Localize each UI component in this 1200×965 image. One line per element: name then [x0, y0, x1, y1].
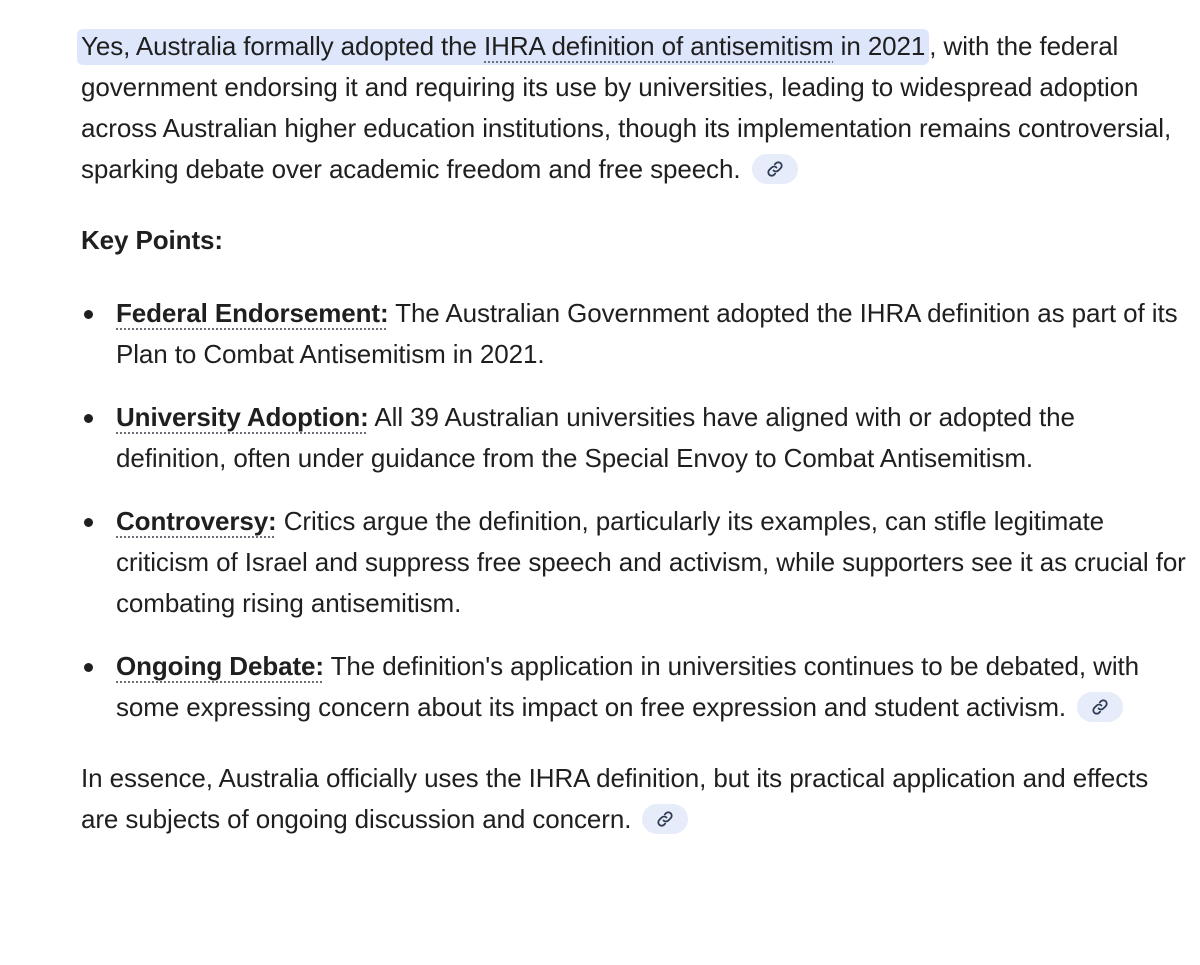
bullet-icon: [84, 518, 93, 527]
bullet-icon: [84, 663, 93, 672]
list-item: [81, 397, 1186, 479]
response-content: [81, 26, 1186, 840]
point-term[interactable]: Federal Endorsement:: [116, 298, 389, 328]
point-text: The definition's application in universities continues to be debated, with some expressing concern about its impact on free expression and student activism.: [116, 651, 1139, 722]
point-text: Critics argue the definition, particularly its examples, can stifle legitimate criticism of Israel and suppress free speech and activism, while supporters see it as crucial for combating rising antisemitism.: [116, 506, 1186, 618]
ihra-definition-term[interactable]: IHRA definition of antisemitism: [484, 31, 834, 61]
point-term[interactable]: University Adoption:: [116, 402, 369, 432]
source-link-chip[interactable]: [1077, 692, 1123, 722]
bullet-icon: [84, 310, 93, 319]
list-item: [81, 646, 1186, 728]
point-term[interactable]: Controversy:: [116, 506, 277, 536]
highlighted-claim-text: Yes, Australia formally adopted the IHRA definition of antisemitism in 2021: [81, 31, 926, 61]
intro-text: , with the federal government endorsing it and requiring its use by universities, leading to widespread adoption across Australian higher education institutions, though its implementation remains controversial, sparking debate over academic freedom and free speech.: [81, 31, 1172, 184]
link-icon: [766, 160, 784, 178]
highlighted-claim[interactable]: [77, 29, 929, 65]
key-points-list: [81, 293, 1186, 728]
conclusion-paragraph: [81, 758, 1186, 840]
link-icon: [1091, 698, 1109, 716]
key-points-heading: Key Points:: [81, 225, 223, 255]
bullet-icon: [84, 414, 93, 423]
conclusion-text: In essence, Australia officially uses the IHRA definition, but its practical application and effects are subjects of ongoing discussion and concern.: [81, 763, 1149, 834]
source-link-chip[interactable]: [642, 804, 688, 834]
list-item: [81, 501, 1186, 624]
point-term[interactable]: Ongoing Debate:: [116, 651, 324, 681]
point-text: The Australian Government adopted the IHRA definition as part of its Plan to Combat Antisemitism in 2021.: [116, 298, 1178, 369]
source-link-chip[interactable]: [752, 154, 798, 184]
link-icon: [656, 810, 674, 828]
list-item: [81, 293, 1186, 375]
point-text: All 39 Australian universities have aligned with or adopted the definition, often under guidance from the Special Envoy to Combat Antisemitism.: [116, 402, 1075, 473]
intro-paragraph: [81, 26, 1186, 190]
